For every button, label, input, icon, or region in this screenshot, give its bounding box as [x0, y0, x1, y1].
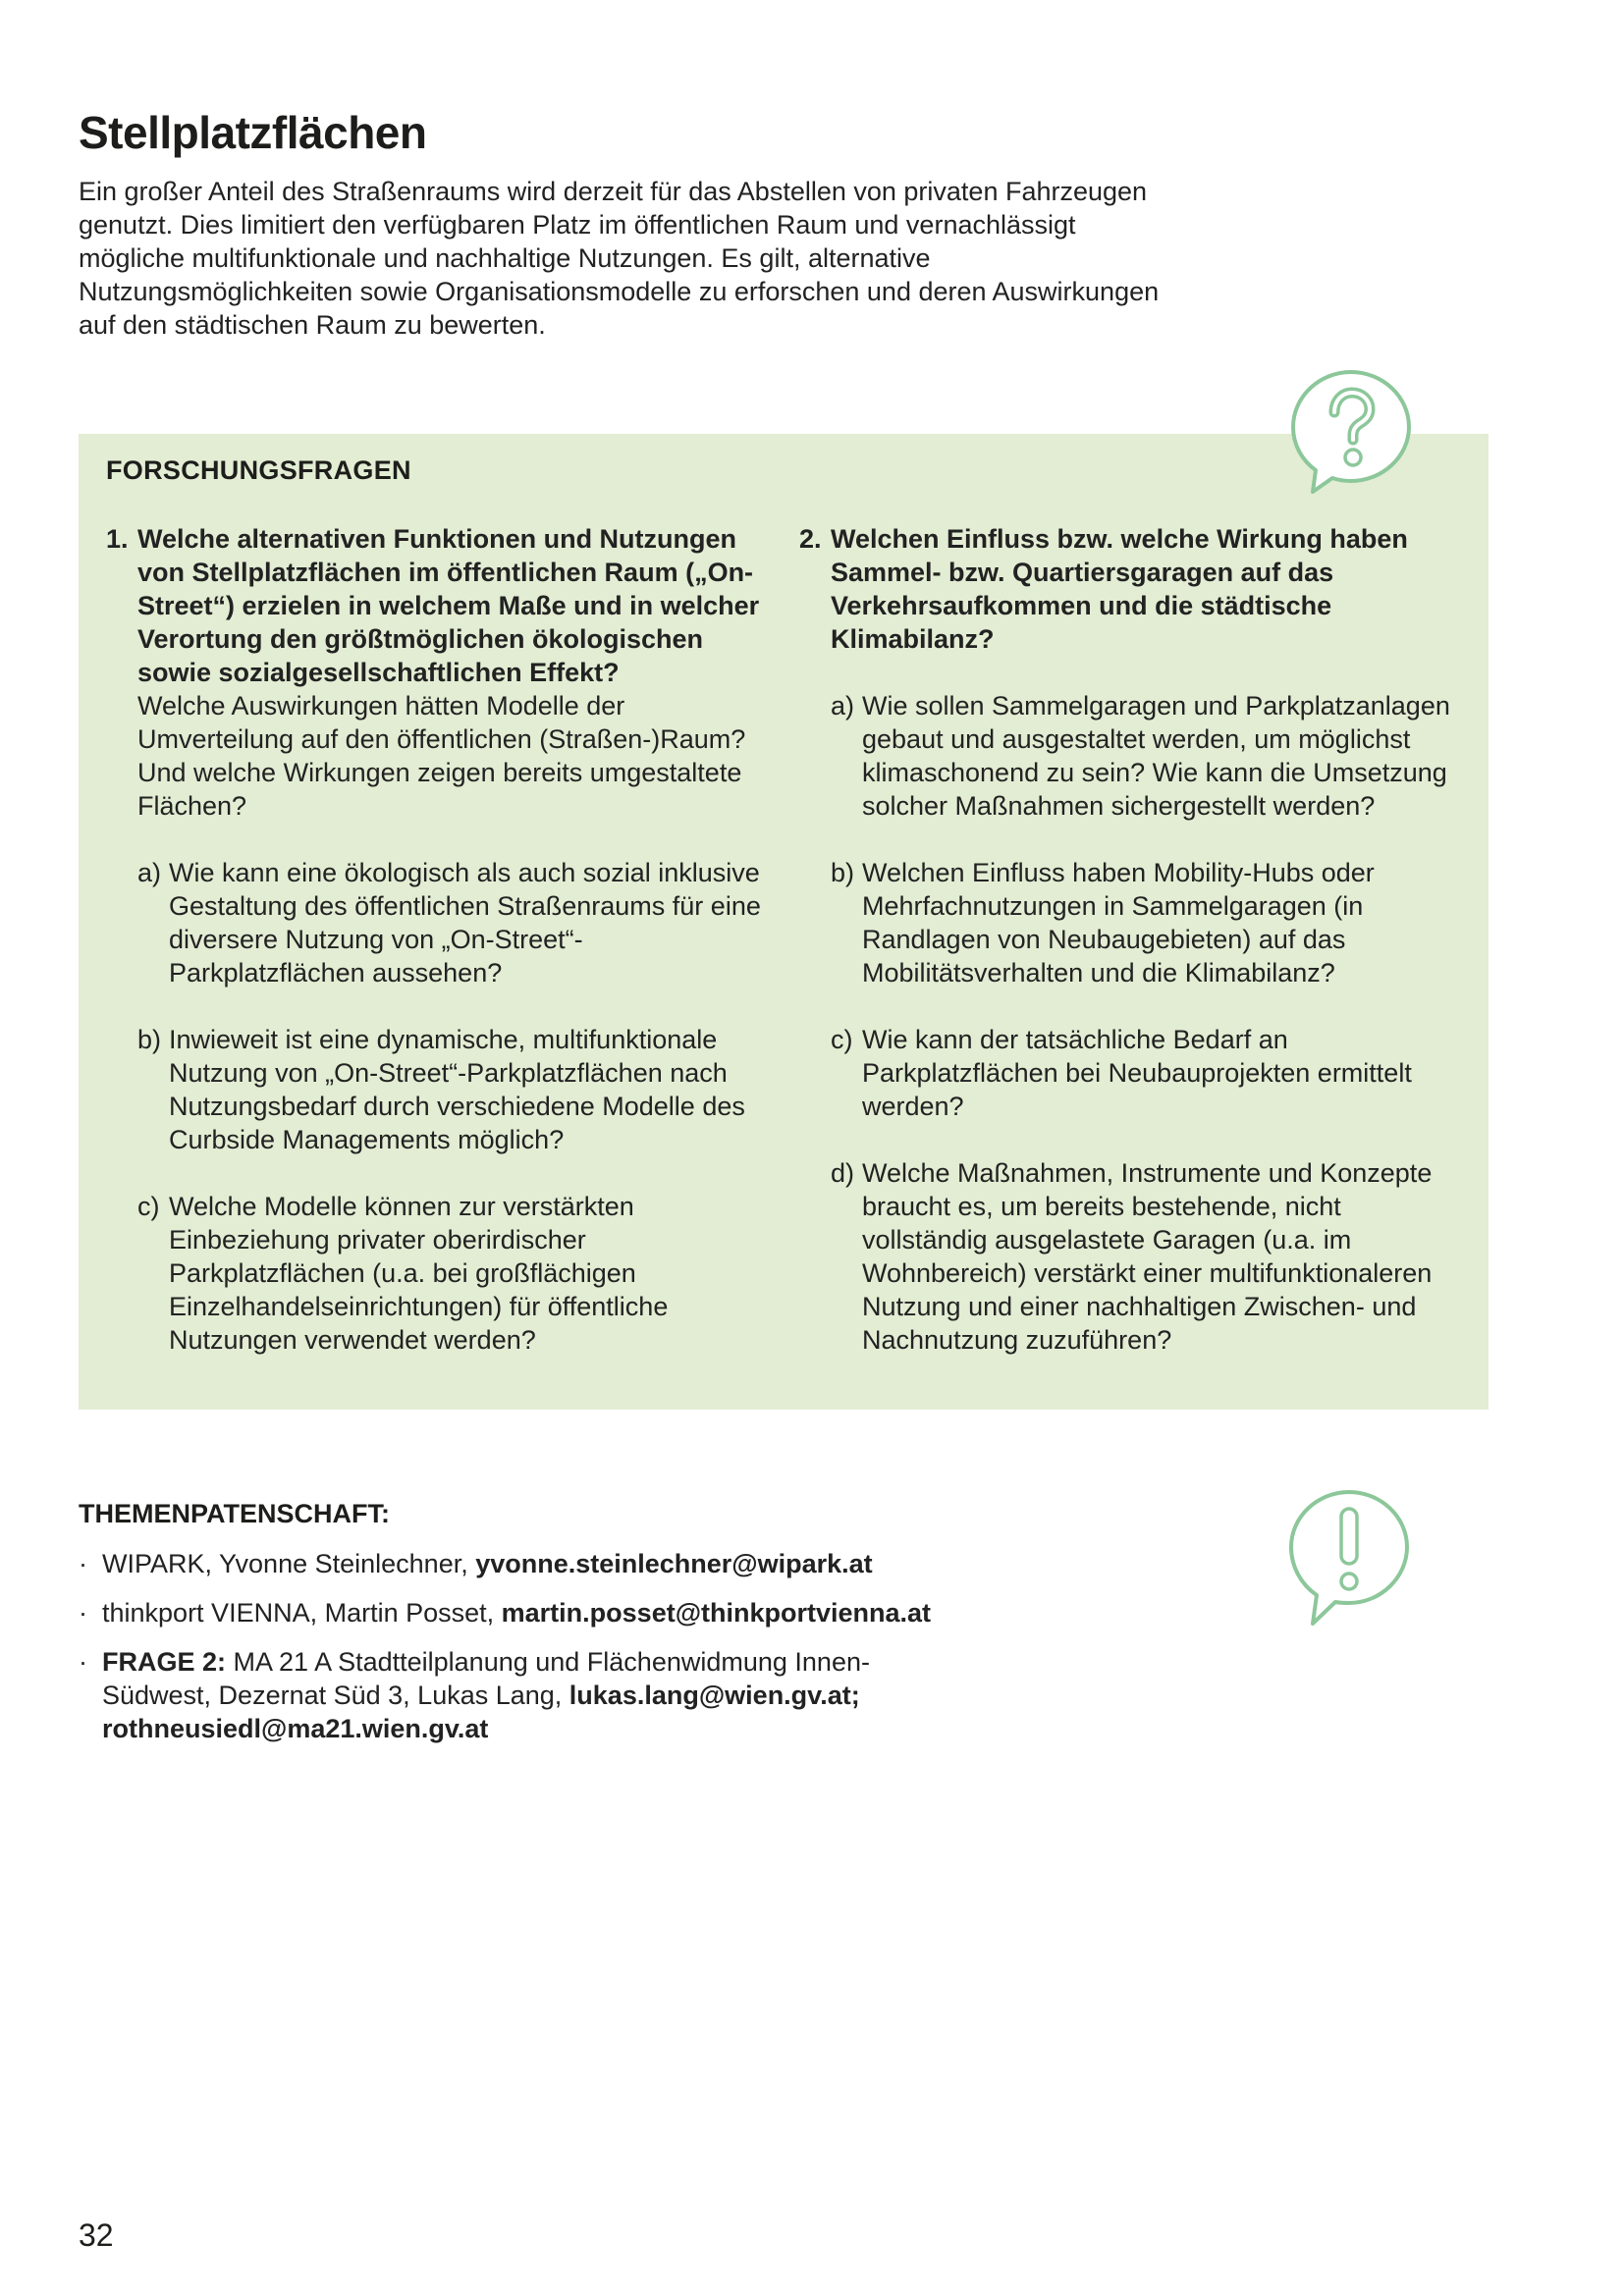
subquestion-2d [831, 1156, 1457, 1357]
subquestion-text: Welche Modelle können zur verstärkten Einbeziehung privater oberirdischer Parkplatzflächen (u.a. bei großflächigen Einzelhandelseinrichtungen) für öffentliche Nutzungen verwendet werden? [169, 1192, 669, 1355]
sponsor-item [79, 1596, 962, 1629]
subquestion-label: c) [137, 1192, 160, 1221]
subquestion-label: c) [831, 1025, 853, 1054]
subquestion-2c [831, 1023, 1457, 1123]
sponsorship-list [79, 1547, 962, 1761]
subquestion-text: Inwieweit ist eine dynamische, multifunktionale Nutzung von „On-Street“-Parkplatzflächen nach Nutzungsbedarf durch verschiedene Modelle des Curbside Managements möglich? [169, 1025, 745, 1154]
question-2-number: 2. [799, 524, 822, 554]
question-1-number: 1. [106, 524, 129, 554]
question-2-subquestions [831, 689, 1457, 1357]
subquestion-1b [137, 1023, 774, 1156]
subquestion-label: b) [137, 1025, 162, 1054]
question-1-subquestions [137, 856, 774, 1357]
research-heading: FORSCHUNGSFRAGEN [106, 455, 411, 485]
subquestion-text: Wie kann der tatsächliche Bedarf an Parkplatzflächen bei Neubauprojekten ermittelt werden? [862, 1025, 1412, 1121]
subquestion-text: Wie kann eine ökologisch als auch sozial inklusive Gestaltung des öffentlichen Straßenraums für eine diversere Nutzung von „On-Street“-Parkplatzflächen aussehen? [169, 858, 761, 988]
page-number: 32 [79, 2217, 114, 2253]
sponsorship-heading: THEMENPATENSCHAFT: [79, 1499, 390, 1528]
subquestion-2a [831, 689, 1457, 823]
bullet: · [79, 1598, 87, 1628]
subquestion-2b [831, 856, 1457, 989]
sponsor-item [79, 1645, 962, 1745]
question-1 [106, 522, 774, 1390]
bullet: · [79, 1647, 87, 1677]
sponsor-item [79, 1547, 962, 1580]
subquestion-label: d) [831, 1158, 855, 1188]
sponsor-prefix: FRAGE 2: [102, 1647, 234, 1677]
question-2 [799, 522, 1457, 1390]
question-speech-bubble-icon [1288, 367, 1414, 497]
question-2-title: Welchen Einfluss bzw. welche Wirkung haben Sammel- bzw. Quartiersgaragen auf das Verkehrsaufkommen und die städtische Klimabilanz? [831, 524, 1408, 654]
subquestion-label: a) [831, 691, 855, 721]
exclamation-speech-bubble-icon [1286, 1487, 1412, 1629]
sponsor-email-link[interactable]: martin.posset@thinkportvienna.at [501, 1598, 932, 1628]
subquestion-label: b) [831, 858, 855, 887]
intro-paragraph: Ein großer Anteil des Straßenraums wird derzeit für das Abstellen von privaten Fahrzeugen genutzt. Dies limitiert den verfügbaren Platz im öffentlichen Raum und vernachlässigt mögliche multifunktionale und nachhaltige Nutzungen. Es gilt, alternative Nutzungsmöglichkeiten sowie Organisationsmodelle zu erforschen und deren Auswirkungen auf den städtischen Raum zu bewerten. [79, 177, 1160, 340]
question-1-text: Welche Auswirkungen hätten Modelle der Umverteilung auf den öffentlichen (Straßen-)Raum? Und welche Wirkungen zeigen bereits umgestaltete Flächen? [137, 691, 746, 821]
sponsor-text: thinkport VIENNA, Martin Posset, [102, 1598, 502, 1628]
subquestion-text: Wie sollen Sammelgaragen und Parkplatzanlagen gebaut und ausgestaltet werden, um möglichst klimaschonend zu sein? Wie kann die Umsetzung solcher Maßnahmen sichergestellt werden? [862, 691, 1450, 821]
page-title: Stellplatzflächen [79, 107, 427, 158]
subquestion-text: Welche Maßnahmen, Instrumente und Konzepte braucht es, um bereits bestehende, nicht vollständig ausgelastete Garagen (u.a. im Wohnbereich) verstärkt einer multifunktionaleren Nutzung und einer nachhaltigen Zwischen- und Nachnutzung zuzuführen? [862, 1158, 1433, 1355]
subquestion-1a [137, 856, 774, 989]
subquestion-1c [137, 1190, 774, 1357]
subquestion-text: Welchen Einfluss haben Mobility-Hubs oder Mehrfachnutzungen in Sammelgaragen (in Randlagen von Neubaugebieten) auf das Mobilitätsverhalten und die Klimabilanz? [862, 858, 1375, 988]
sponsor-text: MA 21 A Stadtteilplanung und Flächenwidmung Innen-Südwest, Dezernat Süd 3, Lukas Lang, [102, 1647, 870, 1710]
sponsor-email-link[interactable]: yvonne.steinlechner@wipark.at [475, 1549, 873, 1578]
sponsor-text: WIPARK, Yvonne Steinlechner, [102, 1549, 476, 1578]
subquestion-label: a) [137, 858, 162, 887]
research-questions-panel [79, 434, 1489, 1410]
bullet: · [79, 1549, 87, 1578]
sponsor-email-link[interactable]: lukas.lang@wien.gv.at; rothneusiedl@ma21.wien.gv.at [102, 1681, 860, 1743]
question-1-title: Welche alternativen Funktionen und Nutzungen von Stellplatzflächen im öffentlichen Raum („On-Street“) erzielen in welchem Maße und in welcher Verortung den größtmöglichen ökologischen sowie sozialgesellschaftlichen Effekt? [137, 524, 760, 687]
